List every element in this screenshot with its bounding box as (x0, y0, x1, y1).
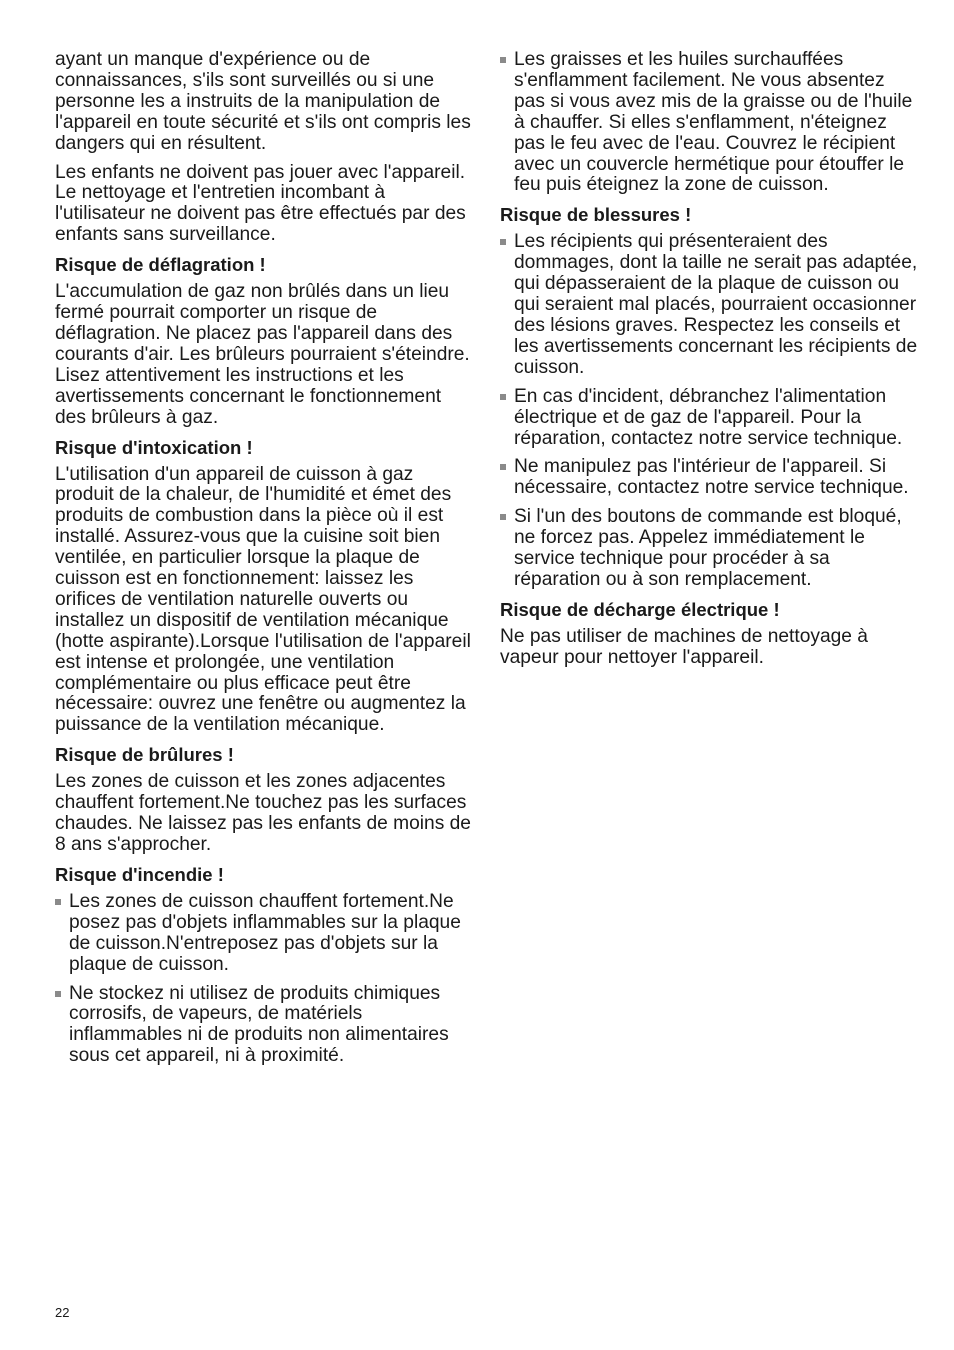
list-item (500, 507, 920, 591)
incendie-list (55, 892, 475, 1067)
list-item (500, 232, 920, 378)
heading-electrique: Risque de décharge électrique ! (500, 598, 780, 620)
square-bullet-icon (500, 464, 506, 470)
list-item (55, 984, 475, 1068)
left-column (55, 50, 475, 1075)
square-bullet-icon (55, 899, 61, 905)
square-bullet-icon (500, 57, 506, 63)
square-bullet-icon (500, 514, 506, 520)
page-number: 22 (55, 1305, 70, 1320)
list-item-text: Si l'un des boutons de commande est bloqué, ne forcez pas. Appelez immédiatement le service technique pour procéder à sa réparation ou à son remplacement. (514, 506, 902, 590)
paragraph-electrique: Ne pas utiliser de machines de nettoyage à vapeur pour nettoyer l'appareil. (500, 625, 868, 668)
list-item (500, 50, 920, 196)
right-column (500, 50, 920, 677)
heading-blessures: Risque de blessures ! (500, 204, 692, 226)
intro-paragraph-2: Les enfants ne doivent pas jouer avec l'appareil. Le nettoyage et l'entretien incombant à l'utilisateur ne doivent pas être effectués par des enfants sans surveillance. (55, 161, 466, 246)
heading-incendie: Risque d'incendie ! (55, 863, 224, 885)
list-item-text: Les graisses et les huiles surchauffées s'enflamment facilement. Ne vous absentez pas si vous avez mis de la graisse ou de l'huile à chauffer. Si elles s'enflamment, n'éteignez pas le feu avec de l'eau. Couvrez le récipient avec un couvercle hermétique pour étouffer le feu puis éteignez la zone de cuisson. (514, 49, 913, 196)
list-item (55, 892, 475, 976)
list-item-text: Ne manipulez pas l'intérieur de l'appareil. Si nécessaire, contactez notre service technique. (514, 456, 909, 499)
paragraph-brulures: Les zones de cuisson et les zones adjacentes chauffent fortement.Ne touchez pas les surfaces chaudes. Ne laissez pas les enfants de moins de 8 ans s'approcher. (55, 771, 471, 855)
list-item (500, 387, 920, 450)
fire-continued-list (500, 50, 920, 196)
square-bullet-icon (500, 239, 506, 245)
list-item-text: Les récipients qui présenteraient des dommages, dont la taille ne serait pas adaptée, qui dépasseraient de la plaque de cuisson ou qui seraient mal placés, pourraient occasionner des lésions graves. Respectez les conseils et les avertissements concernant les récipients de cuisson. (514, 231, 918, 378)
list-item (500, 457, 920, 499)
blessures-list (500, 232, 920, 591)
paragraph-deflagration: L'accumulation de gaz non brûlés dans un lieu fermé pourrait comporter un risque de déflagration. Ne placez pas l'appareil dans des courants d'air. Les brûleurs pourraient s'éteindre. Lisez attentivement les instructions et les avertissements concernant le fonctionnement des brûleurs à gaz. (55, 281, 470, 428)
square-bullet-icon (500, 394, 506, 400)
list-item-text: En cas d'incident, débranchez l'alimentation électrique et de gaz de l'appareil. Pour la réparation, contactez notre service technique. (514, 385, 903, 449)
heading-brulures: Risque de brûlures ! (55, 744, 234, 766)
square-bullet-icon (55, 991, 61, 997)
intro-paragraph-1: ayant un manque d'expérience ou de connaissances, s'ils sont surveillés ou si une personne les a instruits de la manipulation de l'appareil en toute sécurité et s'ils ont compris les dangers qui en résultent. (55, 49, 471, 154)
paragraph-intoxication: L'utilisation d'un appareil de cuisson à gaz produit de la chaleur, de l'humidité et émet des produits de combustion dans la pièce où il est installé. Assurez-vous que la cuisine soit bien ventilée, en particulier lorsque la plaque de cuisson est en fonctionnement: laissez les orifices de ventilation naturelle ouverts ou installez un dispositif de ventilation mécanique (hotte aspirante).Lorsque l'utilisation de l'appareil est intense et prolongée, une ventilation complémentaire ou plus efficace peut être nécessaire: ouvrez une fenêtre ou augmentez la puissance de la ventilation mécanique. (55, 463, 471, 736)
heading-intoxication: Risque d'intoxication ! (55, 436, 253, 458)
list-item-text: Les zones de cuisson chauffent fortement.Ne posez pas d'objets inflammables sur la plaque de cuisson.N'entreposez pas d'objets sur la plaque de cuisson. (69, 890, 461, 975)
heading-deflagration: Risque de déflagration ! (55, 254, 266, 276)
list-item-text: Ne stockez ni utilisez de produits chimiques corrosifs, de vapeurs, de matériels inflammables ni de produits non alimentaires sous cet appareil, ni à proximité. (69, 982, 449, 1067)
